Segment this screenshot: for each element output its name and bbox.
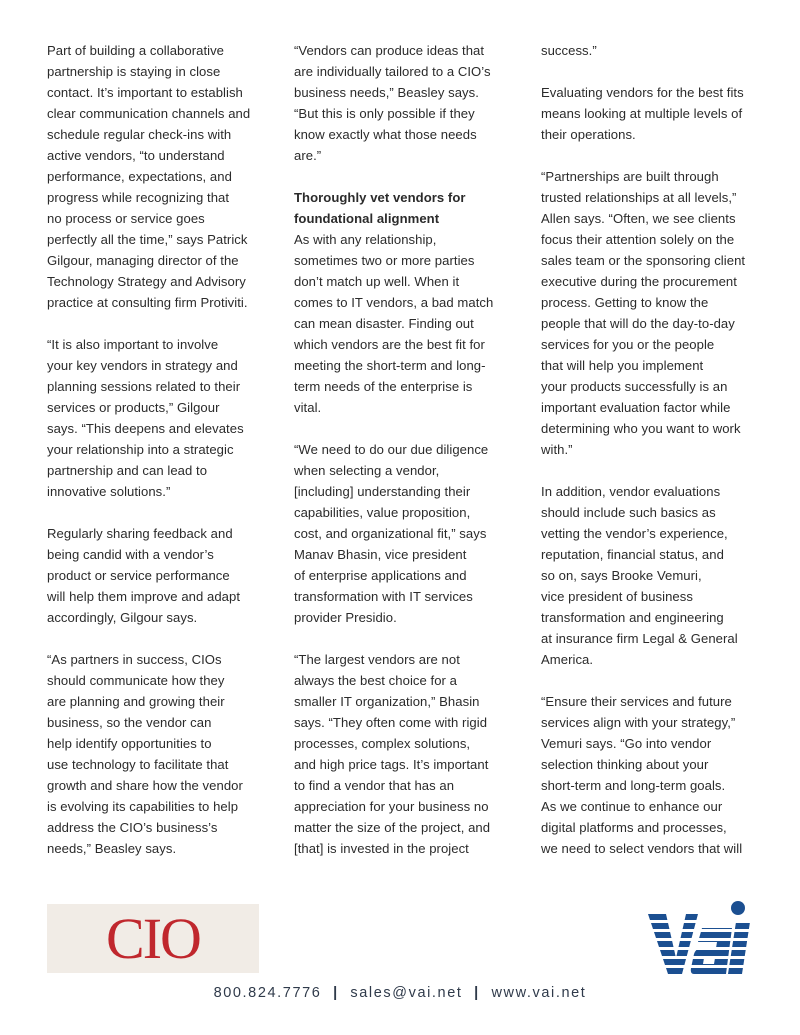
article-column-2 bbox=[294, 40, 516, 880]
paragraph: “As partners in success, CIOs should communicate how they are planning and growing their business, so the vendor can help identify opportunities to use technology to facilitate that growth and share how the vendor is evolving its capabilities to help address the CIO’s business’s needs,” Beasley says. bbox=[47, 652, 243, 856]
article-column-1 bbox=[47, 40, 269, 880]
paragraph: “Partnerships are built through trusted relationships at all levels,” Allen says. “Often, we see clients focus their attention solely on the sales team or the sponsoring client executive during the procurement process. Getting to know the people that will do the day-to-day services for you or the people that will help you implement your products successfully is an important evaluation factor while determining who you want to work with.” bbox=[541, 169, 746, 457]
vai-logo-icon bbox=[646, 900, 752, 976]
article-column-3 bbox=[541, 40, 763, 880]
footer-separator: | bbox=[333, 985, 339, 1001]
section-heading: Thoroughly vet vendors for foundational alignment bbox=[294, 190, 466, 226]
cio-logo-text: CIO bbox=[106, 905, 200, 971]
paragraph: Regularly sharing feedback and being candid with a vendor’s product or service performance will help them improve and adapt accordingly, Gilgour says. bbox=[47, 526, 241, 625]
footer-separator: | bbox=[474, 985, 480, 1001]
footer-phone: 800.824.7776 bbox=[213, 985, 322, 1001]
paragraph: Part of building a collaborative partnership is staying in close contact. It’s important to establish clear communication channels and schedule regular check-ins with active vendors, “to understand performance, expectations, and progress while recognizing that no process or service goes perfectly all the time,” says Patrick Gilgour, managing director of the Technology Strategy and Advisory practice at consulting firm Protiviti. bbox=[47, 43, 251, 310]
paragraph: success.” bbox=[541, 43, 597, 58]
paragraph: Evaluating vendors for the best fits means looking at multiple levels of their operations. bbox=[541, 85, 744, 142]
paragraph: In addition, vendor evaluations should include such basics as vetting the vendor’s experience, reputation, financial status, and so on, says Brooke Vemuri, vice president of business transformation and engineering at insurance firm Legal & General America. bbox=[541, 484, 738, 667]
paragraph: “We need to do our due diligence when selecting a vendor, [including] understanding their capabilities, value proposition, cost, and organizational fit,” says Manav Bhasin, vice president of enterprise applications and transformation with IT services provider Presidio. bbox=[294, 442, 489, 625]
paragraph: “It is also important to involve your key vendors in strategy and planning sessions related to their services or products,” Gilgour says. “This deepens and elevates your relationship into a strategic partnership and can lead to innovative solutions.” bbox=[47, 337, 244, 499]
footer-email[interactable]: sales@vai.net bbox=[350, 985, 463, 1001]
footer-contact bbox=[0, 985, 800, 1001]
paragraph: “The largest vendors are not always the best choice for a smaller IT organization,” Bhasin says. “They often come with rigid processes, complex solutions, and high price tags. It’s important to find a vendor that has an appreciation for your business no matter the size of the project, and [that] is invested in the project bbox=[294, 652, 491, 856]
paragraph: “Vendors can produce ideas that are individually tailored to a CIO’s business needs,” Beasley says. “But this is only possible if they know exactly what those needs are.” bbox=[294, 43, 491, 163]
cio-logo bbox=[47, 904, 259, 973]
paragraph: “Ensure their services and future services align with your strategy,” Vemuri says. “Go into vendor selection thinking about your short-term and long-term goals. As we continue to enhance our digital platforms and processes, we need to select vendors that will bbox=[541, 694, 743, 856]
footer-website[interactable]: www.vai.net bbox=[491, 985, 587, 1001]
paragraph: As with any relationship, sometimes two or more parties don’t match up well. When it comes to IT vendors, a bad match can mean disaster. Finding out which vendors are the best fit for meeting the short-term and long- term needs of the enterprise is vital. bbox=[294, 232, 494, 415]
